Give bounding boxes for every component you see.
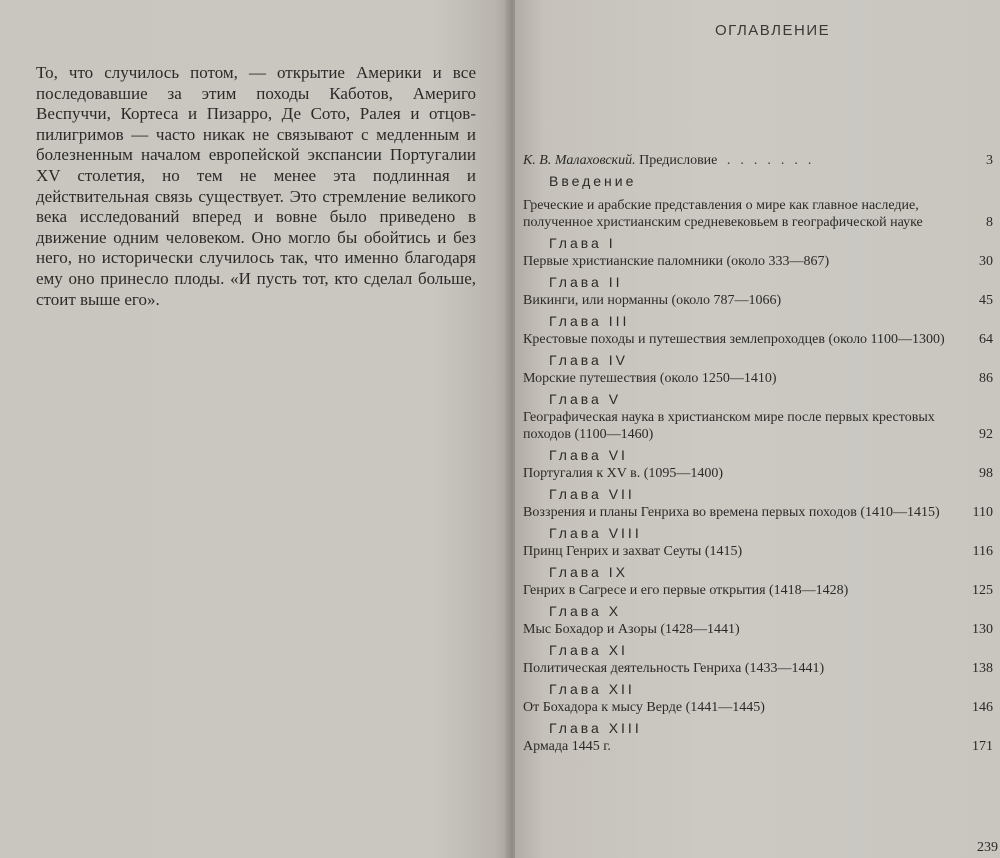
toc-entry-preface <box>523 152 993 169</box>
chapter-heading: Глава VIII <box>549 525 642 541</box>
toc-entry-title: От Бохадора к мысу Верде (1441—1445) <box>523 700 765 715</box>
toc-entry <box>523 699 993 716</box>
toc-entry-title: Принц Генрих и захват Сеуты (1415) <box>523 544 743 559</box>
chapter-heading: Глава III <box>549 313 630 329</box>
toc-page-number: 146 <box>972 700 993 715</box>
chapter-heading: Глава VII <box>549 486 635 502</box>
toc-entry-title: Мыс Бохадор и Азоры (1428—1441) <box>523 622 740 637</box>
right-page <box>515 0 1000 858</box>
toc-page-number: 92 <box>979 427 993 442</box>
chapter-heading: Глава XII <box>549 681 635 697</box>
chapter-heading: Глава V <box>549 391 622 407</box>
toc-entry-title: Морские путешествия (около 1250—1410) <box>523 371 777 386</box>
chapter-heading: Глава XIII <box>549 720 642 736</box>
chapter-heading: Глава II <box>549 274 623 290</box>
toc-entry <box>523 621 993 638</box>
toc-page-number: 8 <box>986 215 993 230</box>
toc-entry <box>523 465 993 482</box>
page-folio: 239 <box>977 840 998 855</box>
toc-page-number: 110 <box>972 505 993 520</box>
chapter-heading: Глава IV <box>549 352 628 368</box>
toc-entry-title: Географическая наука в христианском мире после первых крестовых походов (1100—1460) <box>523 410 935 442</box>
chapter-list <box>523 234 993 755</box>
toc-page-number: 116 <box>972 544 993 559</box>
toc-entry <box>523 504 993 521</box>
toc-entry-title: Викинги, или норманны (около 787—1066) <box>523 293 782 308</box>
toc-entry <box>523 660 993 677</box>
toc-title: ОГЛАВЛЕНИЕ <box>715 22 831 39</box>
preface-label: Предисловие <box>639 153 718 168</box>
toc-page-number: 86 <box>979 371 993 386</box>
toc-entry-intro <box>523 197 993 231</box>
toc-entry-title: Первые христианские паломники (около 333—867) <box>523 254 830 269</box>
toc-entry <box>523 409 993 443</box>
closing-paragraph: То, что случилось потом, — открытие Америки и все последовавшие за этим походы Каботов, Америго Веспуччи, Кортеса и Пизарро, Де Сото, Ралея и отцов-пилигримов — часто никак не связывают с медленным и болезненным началом европейской экспансии Португалии XV столетия, но тем не менее эта подлинная и действительная связь существует. Это стремление великого века исследований вперед и вовне было приведено в движение одним человеком. Оно могло бы обойтись и без него, но исторически случилось так, что именно благодаря ему оно принесло плоды. «И пусть тот, кто сделал больше, стоит выше его». <box>36 63 476 309</box>
table-of-contents <box>523 152 993 755</box>
chapter-heading: Глава X <box>549 603 622 619</box>
toc-page-number: 3 <box>986 153 993 168</box>
toc-entry-title: Воззрения и планы Генриха во времена первых походов (1410—1415) <box>523 505 940 520</box>
toc-entry <box>523 582 993 599</box>
chapter-heading: Глава I <box>549 235 616 251</box>
toc-page-number: 138 <box>972 661 993 676</box>
toc-entry-title: Политическая деятельность Генриха (1433—1441) <box>523 661 825 676</box>
toc-entry-title: Крестовые походы и путешествия землепроходцев (около 1100—1300) <box>523 332 945 347</box>
chapter-heading: Глава VI <box>549 447 628 463</box>
toc-entry <box>523 292 993 309</box>
chapter-heading: Глава XI <box>549 642 628 658</box>
preface-author: К. В. Малаховский. <box>523 153 636 168</box>
intro-heading: Введение <box>549 173 637 189</box>
dot-leader: ....... <box>726 153 822 168</box>
toc-entry <box>523 370 993 387</box>
toc-page-number: 130 <box>972 622 993 637</box>
toc-entry-title: Генрих в Сагресе и его первые открытия (1418—1428) <box>523 583 849 598</box>
toc-page-number: 125 <box>972 583 993 598</box>
toc-entry-title: Португалия к XV в. (1095—1400) <box>523 466 724 481</box>
toc-entry <box>523 331 993 348</box>
toc-entry-title: Греческие и арабские представления о мире как главное наследие, полученное христианским средневековьем в географической науке <box>523 198 923 230</box>
toc-entry <box>523 543 993 560</box>
toc-page-number: 171 <box>972 739 993 754</box>
toc-page-number: 30 <box>979 254 993 269</box>
chapter-heading: Глава IX <box>549 564 628 580</box>
toc-page-number: 45 <box>979 293 993 308</box>
toc-page-number: 64 <box>979 332 993 347</box>
left-page-text <box>36 63 476 310</box>
toc-entry <box>523 738 993 755</box>
toc-entry <box>523 253 993 270</box>
toc-entry-title: Армада 1445 г. <box>523 739 611 754</box>
toc-page-number: 98 <box>979 466 993 481</box>
